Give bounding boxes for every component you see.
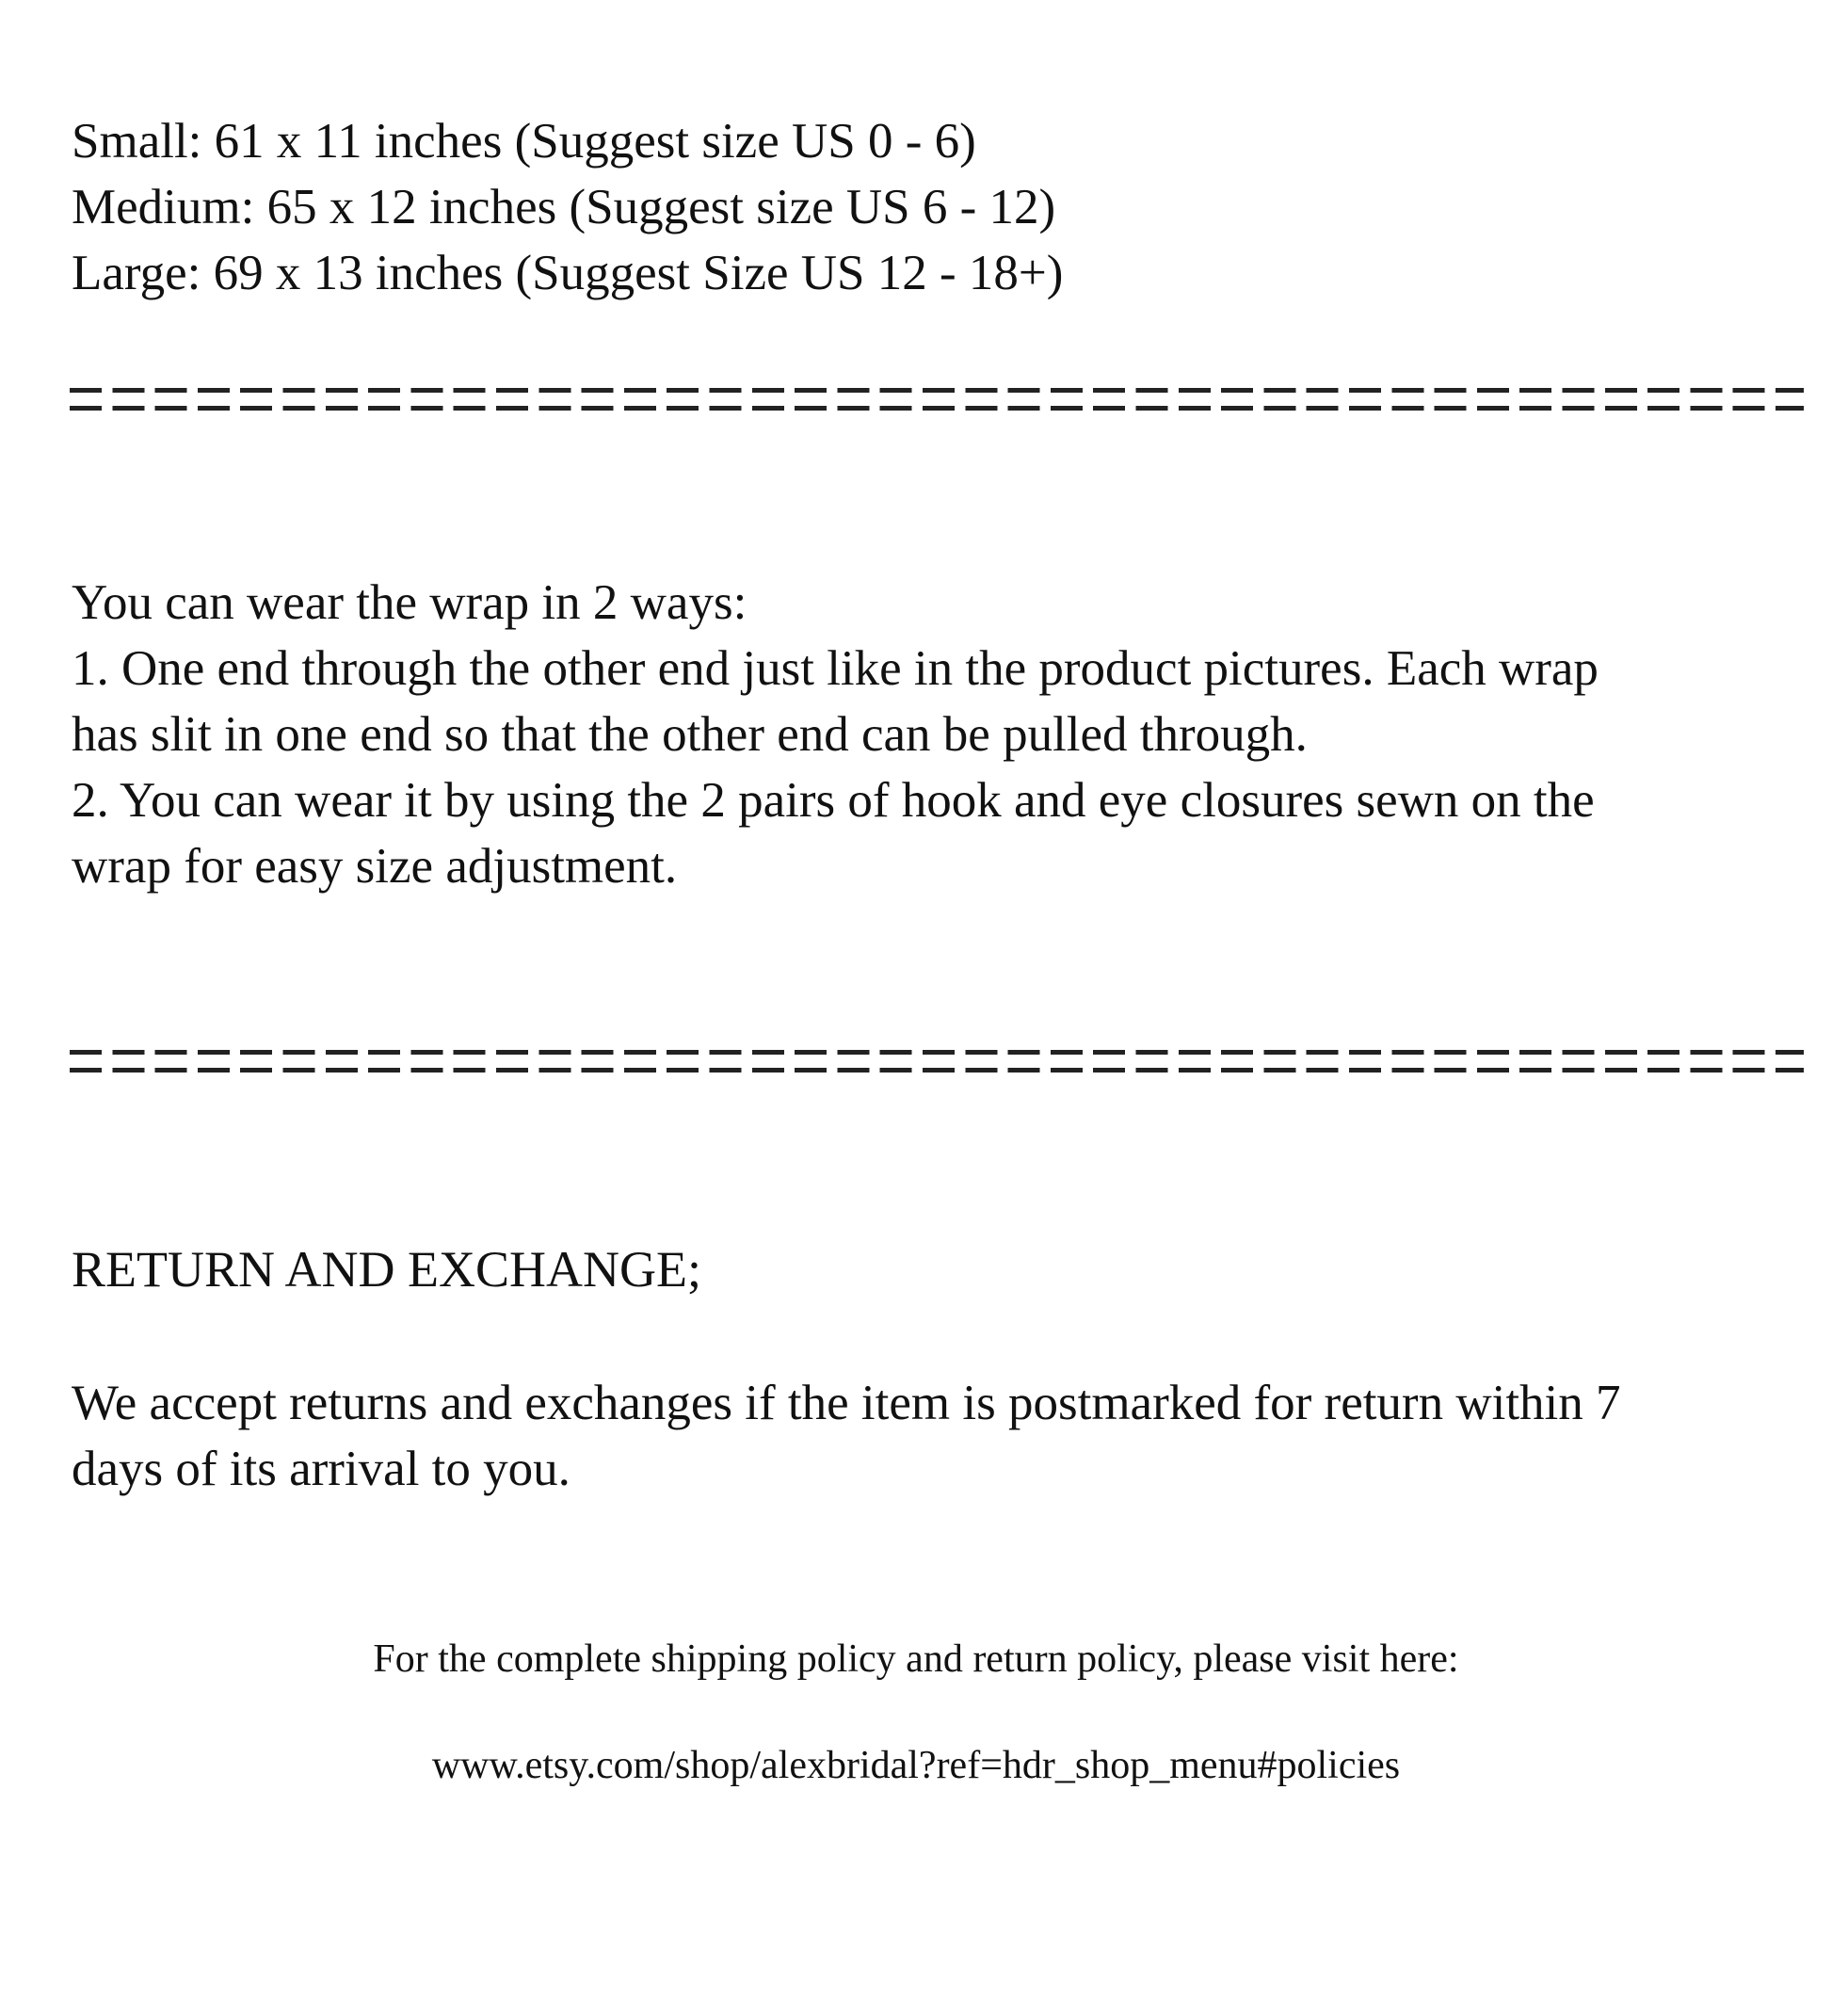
policy-note: For the complete shipping policy and return policy, please visit here: — [373, 1637, 1459, 1681]
policy-url: www.etsy.com/shop/alexbridal?ref=hdr_shop_menu#policies — [431, 1744, 1401, 1787]
returns-heading: RETURN AND EXCHANGE; — [72, 1241, 701, 1298]
returns-text: days of its arrival to you. — [72, 1442, 570, 1496]
section-divider — [70, 388, 1804, 416]
size-large: Large: 69 x 13 inches (Suggest Size US 12 - 18+) — [72, 246, 1064, 300]
wear-line: wrap for easy size adjustment. — [72, 839, 678, 894]
wear-line: 1. One end through the other end just like in the product pictures. Each wrap — [72, 641, 1599, 696]
wear-intro: You can wear the wrap in 2 ways: — [72, 575, 747, 630]
size-medium: Medium: 65 x 12 inches (Suggest size US 6 - 12) — [72, 180, 1056, 234]
wear-line: has slit in one end so that the other end can be pulled through. — [72, 707, 1308, 762]
wear-line: 2. You can wear it by using the 2 pairs of hook and eye closures sewn on the — [72, 773, 1595, 828]
returns-text: We accept returns and exchanges if the item is postmarked for return within 7 — [72, 1376, 1621, 1430]
size-small: Small: 61 x 11 inches (Suggest size US 0 - 6) — [72, 114, 976, 169]
section-divider — [70, 1050, 1804, 1078]
